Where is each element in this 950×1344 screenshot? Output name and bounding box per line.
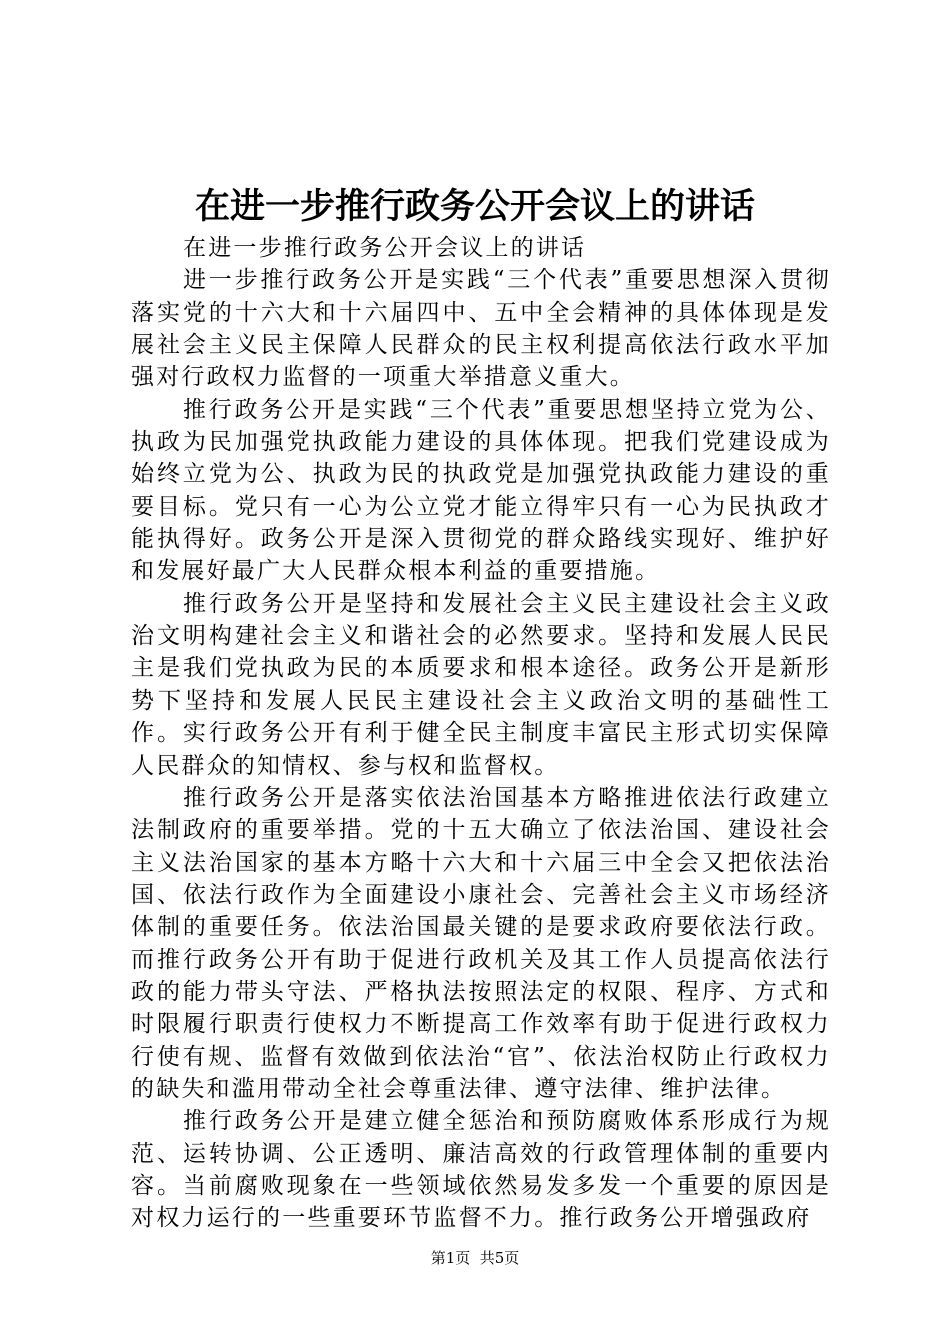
page-footer <box>0 1247 950 1269</box>
body-paragraph: 推行政务公开是落实依法治国基本方略推进依法行政建立法制政府的重要举措。党的十五大确立了依法治国、建设社会主义法治国家的基本方略十六大和十六届三中全会又把依法治国、依法行政作为全面建设小康社会、完善社会主义市场经济体制的重要任务。依法治国最关键的是要求政府要依法行政。而推行政务公开有助于促进行政机关及其工作人员提高依法行政的能力带头守法、严格执法按照法定的权限、程序、方式和时限履行职责行使权力不断提高工作效率有助于促进行政权力行使有规、监督有效做到依法治“官”、依法治权防止行政权力的缺失和滥用带动全社会尊重法律、遵守法律、维护法律。 <box>131 784 831 1102</box>
document-title: 在进一步推行政务公开会议上的讲话 <box>194 186 755 227</box>
body-paragraph: 推行政务公开是建立健全惩治和预防腐败体系形成行为规范、运转协调、公正透明、廉洁高效的行政管理体制的重要内容。当前腐败现象在一些领域依然易发多发一个重要的原因是对权力运行的一些重要环节监督不力。推行政务公开增强政府 <box>131 1108 831 1232</box>
body-paragraph: 推行政务公开是坚持和发展社会主义民主建设社会主义政治文明构建社会主义和谐社会的必然要求。坚持和发展人民民主是我们党执政为民的本质要求和根本途径。政务公开是新形势下坚持和发展人民民主建设社会主义政治文明的基础性工作。实行政务公开有利于健全民主制度丰富民主形式切实保障人民群众的知情权、参与权和监督权。 <box>131 590 831 779</box>
body-paragraph: 推行政务公开是实践“三个代表”重要思想坚持立党为公、执政为民加强党执政能力建设的具体体现。把我们党建设成为始终立党为公、执政为民的执政党是加强党执政能力建设的重要目标。党只有一心为公立党才能立得牢只有一心为民执政才能执得好。政务公开是深入贯彻党的群众路线实现好、维护好和发展好最广大人民群众根本利益的重要措施。 <box>131 396 831 585</box>
body-paragraph: 在进一步推行政务公开会议上的讲话 <box>183 235 587 261</box>
page-number-label: 第1页 共5页 <box>430 1249 520 1267</box>
body-paragraph: 进一步推行政务公开是实践“三个代表”重要思想深入贯彻落实党的十六大和十六届四中、五中全会精神的具体体现是发展社会主义民主保障人民群众的民主权利提高依法行政水平加强对行政权力监督的一项重大举措意义重大。 <box>131 267 831 391</box>
document-body <box>131 232 831 1235</box>
